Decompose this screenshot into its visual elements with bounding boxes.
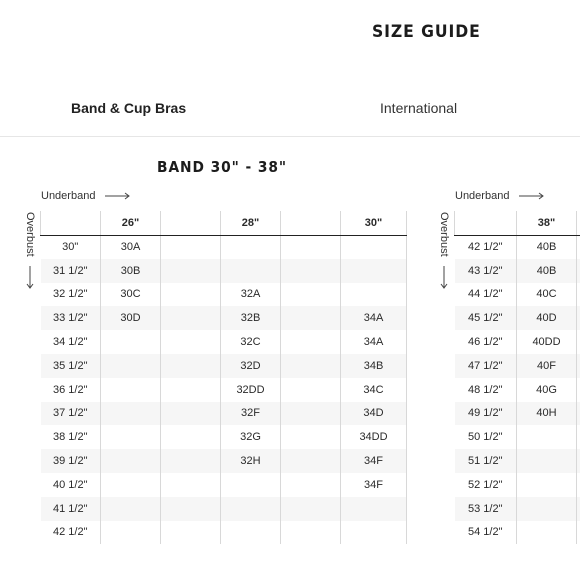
size-cell <box>161 354 221 378</box>
size-cell <box>281 378 341 402</box>
overbust-cell: 54 1/2" <box>455 521 517 545</box>
size-cell: 40D <box>517 306 577 330</box>
page-title: SIZE GUIDE <box>372 22 481 42</box>
overbust-cell: 46 1/2" <box>455 330 517 354</box>
column-header <box>577 211 580 235</box>
table-row <box>455 306 580 330</box>
column-header <box>161 211 221 235</box>
overbust-cell: 34 1/2" <box>41 330 101 354</box>
size-cell <box>577 330 580 354</box>
size-cell <box>341 235 407 259</box>
tab-international[interactable]: International <box>380 100 458 116</box>
underband-label-text: Underband <box>455 190 510 202</box>
overbust-cell: 39 1/2" <box>41 449 101 473</box>
table-row <box>41 378 407 402</box>
column-header: 38" <box>517 211 577 235</box>
column-header: 28" <box>221 211 281 235</box>
size-table <box>40 211 407 544</box>
size-cell <box>161 330 221 354</box>
table-row <box>455 402 580 426</box>
size-cell <box>281 330 341 354</box>
column-header <box>455 211 517 235</box>
size-cell <box>577 497 580 521</box>
table-row <box>455 521 580 545</box>
table-row <box>41 473 407 497</box>
size-cell <box>161 402 221 426</box>
size-cell <box>161 449 221 473</box>
size-cell <box>221 473 281 497</box>
overbust-cell: 45 1/2" <box>455 306 517 330</box>
size-cell <box>281 497 341 521</box>
tabs-divider <box>0 136 580 137</box>
overbust-cell: 41 1/2" <box>41 497 101 521</box>
table-row <box>41 306 407 330</box>
table-row <box>41 497 407 521</box>
size-cell <box>341 497 407 521</box>
arrow-right-icon <box>519 192 545 200</box>
table-row <box>41 402 407 426</box>
underband-label-text: Underband <box>41 190 96 202</box>
size-cell <box>281 449 341 473</box>
overbust-cell: 51 1/2" <box>455 449 517 473</box>
table-row <box>41 235 407 259</box>
table-row <box>455 235 580 259</box>
overbust-cell: 49 1/2" <box>455 402 517 426</box>
size-cell <box>517 473 577 497</box>
overbust-cell: 48 1/2" <box>455 378 517 402</box>
size-cell <box>161 521 221 545</box>
table-row <box>455 497 580 521</box>
size-cell <box>161 306 221 330</box>
size-cell: 34D <box>341 402 407 426</box>
size-cell: 34A <box>341 306 407 330</box>
size-cell: 32B <box>221 306 281 330</box>
size-cell: 34F <box>341 473 407 497</box>
table-row <box>455 330 580 354</box>
size-cell <box>577 425 580 449</box>
size-cell <box>281 521 341 545</box>
table-row <box>455 283 580 307</box>
size-cell: 40DD <box>517 330 577 354</box>
overbust-cell: 37 1/2" <box>41 402 101 426</box>
size-cell <box>161 378 221 402</box>
overbust-label-text: Overbust <box>438 212 450 257</box>
overbust-cell: 42 1/2" <box>41 521 101 545</box>
arrow-right-icon <box>105 192 131 200</box>
size-cell <box>281 473 341 497</box>
arrow-down-icon <box>26 266 34 290</box>
table-row <box>41 330 407 354</box>
table-row <box>41 449 407 473</box>
table-row <box>41 259 407 283</box>
size-cell <box>161 497 221 521</box>
size-table-left <box>40 211 408 553</box>
size-cell: 34DD <box>341 425 407 449</box>
overbust-cell: 47 1/2" <box>455 354 517 378</box>
size-cell <box>281 425 341 449</box>
size-cell <box>221 521 281 545</box>
size-cell <box>101 521 161 545</box>
size-cell <box>517 497 577 521</box>
size-cell: 32G <box>221 425 281 449</box>
column-header: 30" <box>341 211 407 235</box>
overbust-cell: 42 1/2" <box>455 235 517 259</box>
size-cell <box>281 306 341 330</box>
overbust-cell: 31 1/2" <box>41 259 101 283</box>
size-cell: 30A <box>101 235 161 259</box>
size-cell <box>281 402 341 426</box>
size-cell: 40H <box>517 402 577 426</box>
table-row <box>41 521 407 545</box>
overbust-label-text: Overbust <box>24 212 36 257</box>
size-cell <box>221 497 281 521</box>
size-cell: 34A <box>341 330 407 354</box>
size-cell: 32A <box>221 283 281 307</box>
size-cell <box>577 306 580 330</box>
size-cell: 34B <box>341 354 407 378</box>
size-cell <box>161 259 221 283</box>
table-row <box>455 378 580 402</box>
underband-label-left <box>41 190 131 202</box>
size-cell: 32D <box>221 354 281 378</box>
size-cell <box>101 378 161 402</box>
size-cell <box>101 354 161 378</box>
table-row <box>41 425 407 449</box>
table-row <box>455 354 580 378</box>
overbust-cell: 30" <box>41 235 101 259</box>
size-cell <box>577 521 580 545</box>
size-cell: 32H <box>221 449 281 473</box>
size-cell: 32F <box>221 402 281 426</box>
size-cell: 34F <box>341 449 407 473</box>
overbust-label-right <box>438 212 450 257</box>
size-cell <box>577 354 580 378</box>
size-cell <box>517 425 577 449</box>
size-cell <box>577 259 580 283</box>
table-row <box>455 425 580 449</box>
size-cell <box>577 283 580 307</box>
band-range-title: BAND 30" - 38" <box>157 158 288 176</box>
size-cell <box>577 402 580 426</box>
table-row <box>455 259 580 283</box>
size-cell <box>101 425 161 449</box>
size-table-right <box>454 211 580 553</box>
tab-band-cup-bras[interactable]: Band & Cup Bras <box>71 100 187 116</box>
size-table <box>454 211 580 544</box>
size-cell <box>101 402 161 426</box>
size-cell: 34C <box>341 378 407 402</box>
size-cell <box>101 497 161 521</box>
size-cell <box>341 259 407 283</box>
overbust-cell: 32 1/2" <box>41 283 101 307</box>
size-cell <box>577 449 580 473</box>
overbust-label-left <box>24 212 36 257</box>
size-cell <box>161 425 221 449</box>
overbust-cell: 36 1/2" <box>41 378 101 402</box>
column-header <box>41 211 101 235</box>
size-cell <box>341 521 407 545</box>
size-cell <box>577 235 580 259</box>
size-cell <box>161 473 221 497</box>
size-cell: 40B <box>517 259 577 283</box>
size-cell: 40C <box>517 283 577 307</box>
size-cell: 40F <box>517 354 577 378</box>
size-cell <box>221 235 281 259</box>
size-cell: 40G <box>517 378 577 402</box>
size-cell: 40B <box>517 235 577 259</box>
size-cell: 32DD <box>221 378 281 402</box>
size-cell <box>341 283 407 307</box>
column-header: 26" <box>101 211 161 235</box>
size-cell: 32C <box>221 330 281 354</box>
size-cell: 30C <box>101 283 161 307</box>
column-header <box>281 211 341 235</box>
table-row <box>455 449 580 473</box>
overbust-cell: 38 1/2" <box>41 425 101 449</box>
table-row <box>455 473 580 497</box>
overbust-cell: 43 1/2" <box>455 259 517 283</box>
overbust-cell: 52 1/2" <box>455 473 517 497</box>
table-row <box>41 283 407 307</box>
size-cell <box>577 473 580 497</box>
size-cell <box>221 259 281 283</box>
size-cell: 30D <box>101 306 161 330</box>
table-row <box>41 354 407 378</box>
overbust-cell: 50 1/2" <box>455 425 517 449</box>
size-cell <box>101 330 161 354</box>
size-cell <box>101 449 161 473</box>
size-cell <box>577 378 580 402</box>
size-cell <box>161 235 221 259</box>
underband-label-right <box>455 190 545 202</box>
overbust-cell: 33 1/2" <box>41 306 101 330</box>
size-cell: 30B <box>101 259 161 283</box>
size-cell <box>281 354 341 378</box>
overbust-cell: 53 1/2" <box>455 497 517 521</box>
size-cell <box>281 283 341 307</box>
overbust-cell: 35 1/2" <box>41 354 101 378</box>
size-cell <box>161 283 221 307</box>
size-cell <box>517 449 577 473</box>
arrow-down-icon <box>440 266 448 290</box>
overbust-cell: 44 1/2" <box>455 283 517 307</box>
size-cell <box>101 473 161 497</box>
size-cell <box>281 235 341 259</box>
size-cell <box>281 259 341 283</box>
size-cell <box>517 521 577 545</box>
overbust-cell: 40 1/2" <box>41 473 101 497</box>
